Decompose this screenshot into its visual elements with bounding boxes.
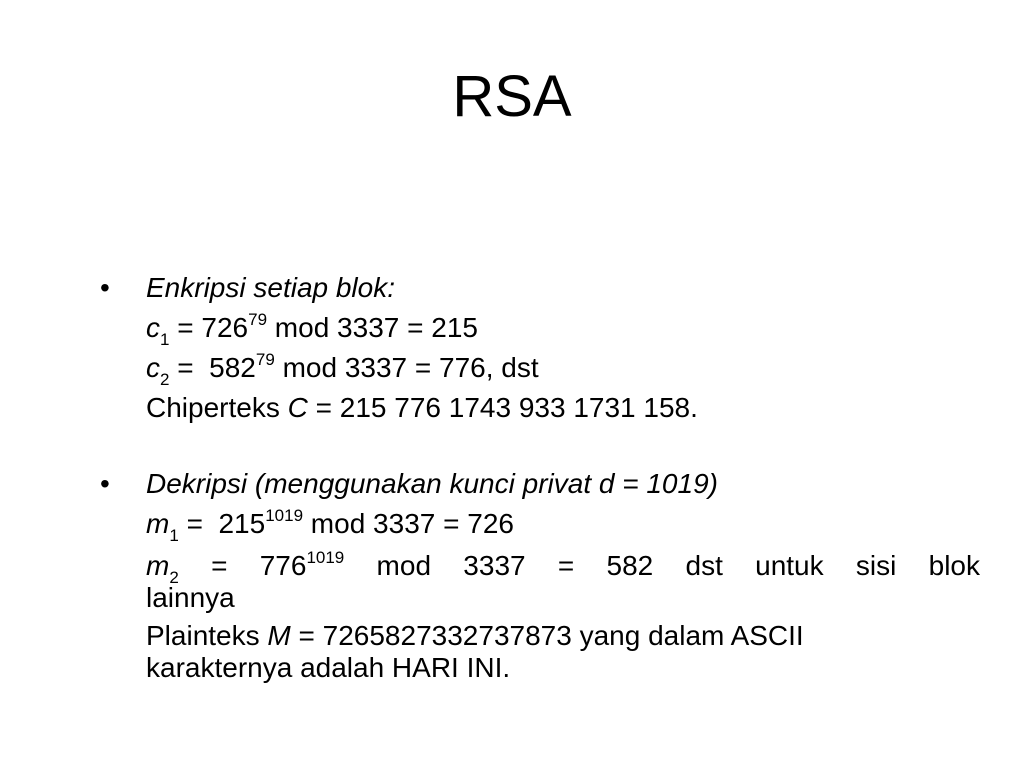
encryption-heading: Enkripsi setiap blok: <box>146 272 396 303</box>
equation-c2: $c_2 = 582^{79}$ mod 3337 = 776, dst <box>146 350 539 389</box>
equation-m1: $m_1 = 215^{1019}$ mod 3337 = 726 <box>146 506 514 545</box>
bullet-decryption <box>100 464 980 504</box>
equation-c1: $c_1 = 726^{79}$ mod 3337 = 215 <box>146 310 478 349</box>
equation-m2: $m_2 = 776^{1019}$ mod 3337 = 582 dst untuk sisi blok lainnya <box>146 548 980 613</box>
decryption-heading: Dekripsi (menggunakan kunci privat d = 1019) <box>146 468 718 499</box>
ciphertext-line: Chiperteks C = 215 776 1743 933 1731 158. <box>146 392 698 423</box>
bullet-encryption <box>100 268 980 308</box>
bullet-icon: • <box>100 272 110 303</box>
slide-title: RSA <box>452 64 572 129</box>
plaintext-line: Plainteks M = 7265827332737873 yang dalam ASCII karakternya adalah HARI INI. <box>146 620 804 683</box>
slide-body <box>100 268 980 684</box>
bullet-icon: • <box>100 468 110 499</box>
